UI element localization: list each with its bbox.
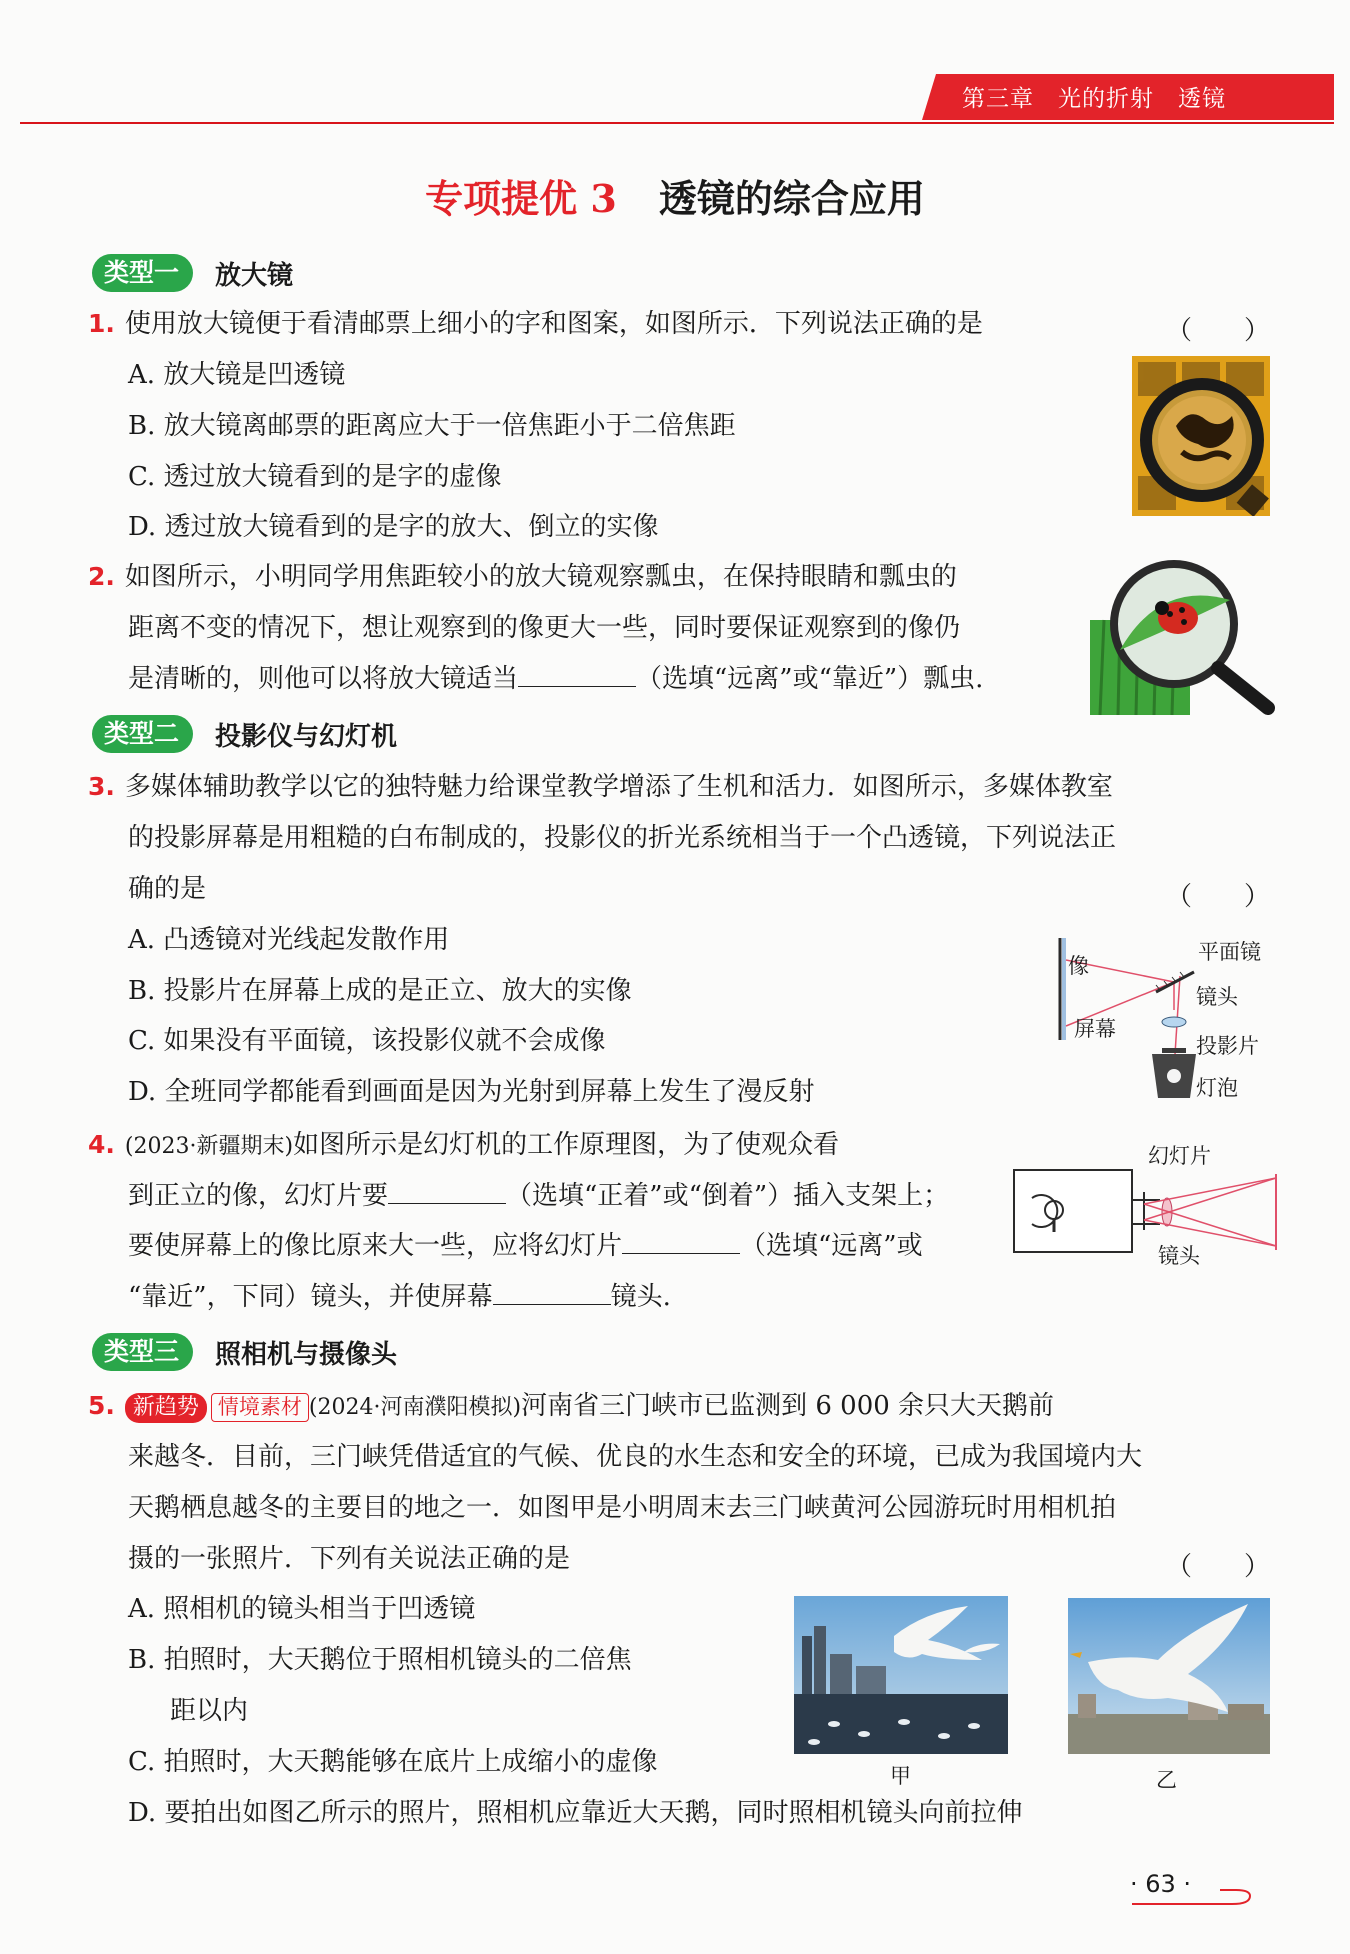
q4-number: 4. (88, 1130, 115, 1159)
q3-option-b: B. 投影片在屏幕上成的是正立、放大的实像 (128, 976, 632, 1006)
q4-source: (2023·新疆期末) (124, 1134, 294, 1159)
q3-option-a: A. 凸透镜对光线起发散作用 (128, 925, 450, 955)
q3-number: 3. (88, 772, 115, 801)
q4-blank-1[interactable] (388, 1181, 506, 1204)
q5-option-c: C. 拍照时，大天鹅能够在底片上成缩小的虚像 (128, 1747, 658, 1777)
type1-badge: 类型一 (92, 254, 193, 292)
q4-line-2: 到正立的像，幻灯片要 （选填“正着”或“倒着”）插入支架上； (128, 1181, 950, 1211)
type2-title: 投影仪与幻灯机 (215, 721, 398, 752)
slide-projector-diagram (1012, 1164, 1278, 1264)
type3-title: 照相机与摄像头 (215, 1339, 398, 1370)
type3-badge: 类型三 (92, 1333, 193, 1371)
projector-bulb-label: 灯泡 (1196, 1076, 1238, 1100)
type1-heading (92, 254, 293, 294)
q5-line-2: 来越冬．目前，三门峡凭借适宜的气候、优良的水生态和安全的环境，已成为我国境内大 (128, 1442, 1143, 1472)
type3-heading (92, 1333, 397, 1373)
ladybug-magnifier-image (1090, 560, 1280, 715)
context-tag: 情境素材 (211, 1393, 309, 1422)
q4-blank-3[interactable] (493, 1282, 611, 1305)
q4-line-4: “靠近”，下同）镜头，并使屏幕 镜头. (128, 1282, 671, 1312)
q3-line-1: 3. 多媒体辅助教学以它的独特魅力给课堂教学增添了生机和活力．如图所示，多媒体教室 (88, 772, 1113, 802)
q3-option-c: C. 如果没有平面镜，该投影仪就不会成像 (128, 1026, 606, 1056)
header-rule (20, 122, 1334, 124)
swan-photo-jia (794, 1596, 1008, 1754)
type2-badge: 类型二 (92, 715, 193, 753)
q1-option-b: B. 放大镜离邮票的距离应大于一倍焦距小于二倍焦距 (128, 411, 736, 441)
q1-option-c: C. 透过放大镜看到的是字的虚像 (128, 462, 502, 492)
q5-source: (2024·河南濮阳模拟) (308, 1395, 522, 1420)
stamp-magnifier-image (1132, 356, 1270, 516)
q5-option-d: D. 要拍出如图乙所示的照片，照相机应靠近大天鹅，同时照相机镜头向前拉伸 (128, 1798, 1023, 1828)
q2-line-2: 距离不变的情况下，想让观察到的像更大一些，同时要保证观察到的像仍 (128, 613, 961, 643)
projector-mirror-label: 平面镜 (1198, 940, 1261, 964)
slide-label: 幻灯片 (1148, 1144, 1211, 1168)
q1-option-a: A. 放大镜是凹透镜 (128, 360, 346, 390)
projector-lens-label: 镜头 (1196, 985, 1238, 1009)
photo-jia-label: 甲 (890, 1764, 911, 1788)
q4-line-3: 要使屏幕上的像比原来大一些，应将幻灯片 （选填“远离”或 (128, 1231, 923, 1261)
q5-line-3: 天鹅栖息越冬的主要目的地之一．如图甲是小明周末去三门峡黄河公园游玩时用相机拍 (128, 1493, 1117, 1523)
projector-slide-label: 投影片 (1196, 1034, 1259, 1058)
projector-image-label: 像 (1068, 954, 1089, 978)
title-main: 透镜的综合应用 (658, 176, 925, 221)
slide-lens-label: 镜头 (1158, 1244, 1200, 1268)
swan-photo-yi (1068, 1598, 1270, 1754)
q1-answer-paren: （ ） (1166, 316, 1271, 346)
q2-blank[interactable] (518, 664, 636, 687)
q4-line-1: 4. (2023·新疆期末)如图所示是幻灯机的工作原理图，为了使观众看 (88, 1130, 840, 1160)
q3-answer-paren: （ ） (1166, 882, 1271, 912)
q2-line-3: 是清晰的，则他可以将放大镜适当 （选填“远离”或“靠近”）瓢虫. (128, 664, 984, 694)
q1-option-d: D. 透过放大镜看到的是字的放大、倒立的实像 (128, 512, 659, 542)
q3-line-2: 的投影屏幕是用粗糙的白布制成的，投影仪的折光系统相当于一个凸透镜，下列说法正 (128, 823, 1117, 853)
page-number: · 63 · (1130, 1870, 1192, 1898)
q5-option-b-2: 距以内 (170, 1696, 249, 1726)
trend-tag: 新趋势 (125, 1393, 207, 1423)
q2-number: 2. (88, 562, 115, 591)
q2-line-1: 2. 如图所示，小明同学用焦距较小的放大镜观察瓢虫，在保持眼睛和瓢虫的 (88, 562, 957, 592)
q5-answer-paren: （ ） (1166, 1552, 1271, 1582)
photo-yi-label: 乙 (1156, 1768, 1177, 1792)
q3-line-3: 确的是 (128, 874, 207, 904)
q5-line-4: 摄的一张照片．下列有关说法正确的是 (128, 1544, 571, 1574)
q3-option-d: D. 全班同学都能看到画面是因为光射到屏幕上发生了漫反射 (128, 1077, 815, 1107)
chapter-title: 第三章 光的折射 透镜 (962, 86, 1226, 112)
q5-number: 5. (88, 1391, 115, 1420)
projector-screen-label: 屏幕 (1074, 1017, 1116, 1041)
type2-heading (92, 715, 397, 755)
title-prefix: 专项提优 3 (425, 176, 617, 221)
page-title (0, 168, 1350, 223)
q5-option-b-1: B. 拍照时，大天鹅位于照相机镜头的二倍焦 (128, 1645, 632, 1675)
q5-option-a: A. 照相机的镜头相当于凹透镜 (128, 1594, 476, 1624)
page-number-underline (1132, 1888, 1262, 1908)
q1-stem: 1. 使用放大镜便于看清邮票上细小的字和图案，如图所示．下列说法正确的是 (88, 309, 983, 339)
q1-number: 1. (88, 309, 115, 338)
q5-line-1: 5. 新趋势 情境素材 (2024·河南濮阳模拟)河南省三门峡市已监测到 6 000 余只大天鹅前 (88, 1391, 1055, 1421)
q4-blank-2[interactable] (622, 1231, 740, 1254)
type1-title: 放大镜 (215, 260, 294, 291)
